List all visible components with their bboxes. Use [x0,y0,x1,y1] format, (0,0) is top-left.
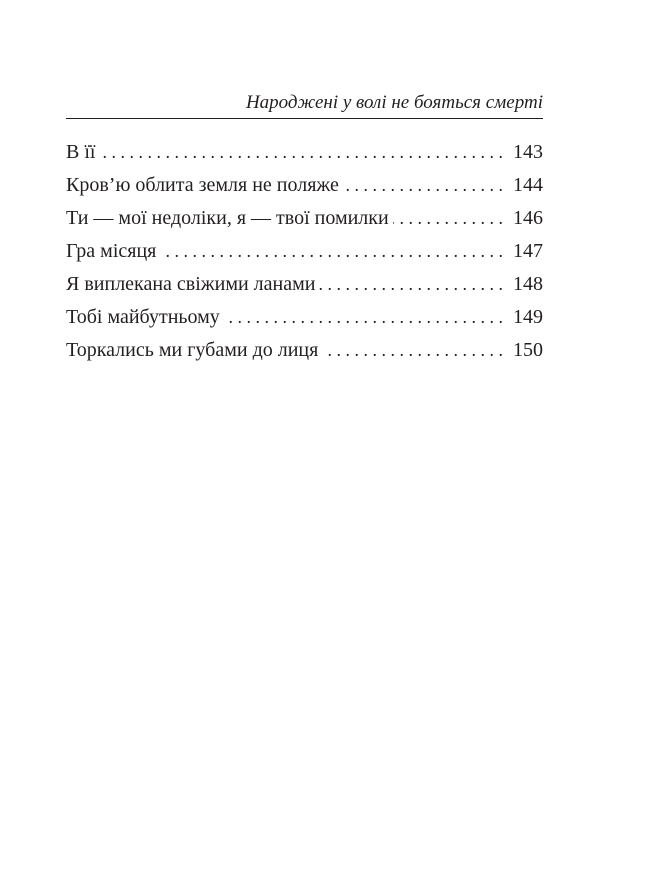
dot-leader [160,239,503,263]
running-header [66,92,543,119]
toc-entry-page-number: 147 [513,240,543,262]
dot-leader [322,338,503,362]
toc-entry [66,305,543,338]
dot-leader [319,272,503,296]
dot-leader [393,206,503,230]
toc-entry-title: В її [66,141,96,163]
toc-entry-page-number: 148 [513,273,543,295]
toc-entry [66,239,543,272]
toc-entry-title: Гра місяця [66,240,157,262]
dot-leader [343,173,503,197]
toc-entry-page-number: 150 [513,339,543,361]
toc-entry-page-number: 143 [513,141,543,163]
running-title: Народжені у волі не бояться смерті [245,92,543,113]
toc-entry-title: Я виплекана свіжими ланами [66,273,316,295]
toc-entry [66,173,543,206]
dot-leader [224,305,503,329]
toc-entry [66,206,543,239]
dot-leader [99,140,503,164]
toc-entry-page-number: 146 [513,207,543,229]
toc-entry-title: Кров’ю облита земля не поляже [66,174,339,196]
toc-entry [66,272,543,305]
toc-entry-page-number: 144 [513,174,543,196]
table-of-contents [66,140,543,371]
toc-entry [66,338,543,371]
toc-entry-title: Тобі майбутньому [66,306,220,328]
toc-entry-page-number: 149 [513,306,543,328]
toc-entry-title: Торкались ми губами до лиця [66,339,319,361]
toc-entry-title: Ти — мої недоліки, я — твої помилки [66,207,389,229]
toc-entry [66,140,543,173]
